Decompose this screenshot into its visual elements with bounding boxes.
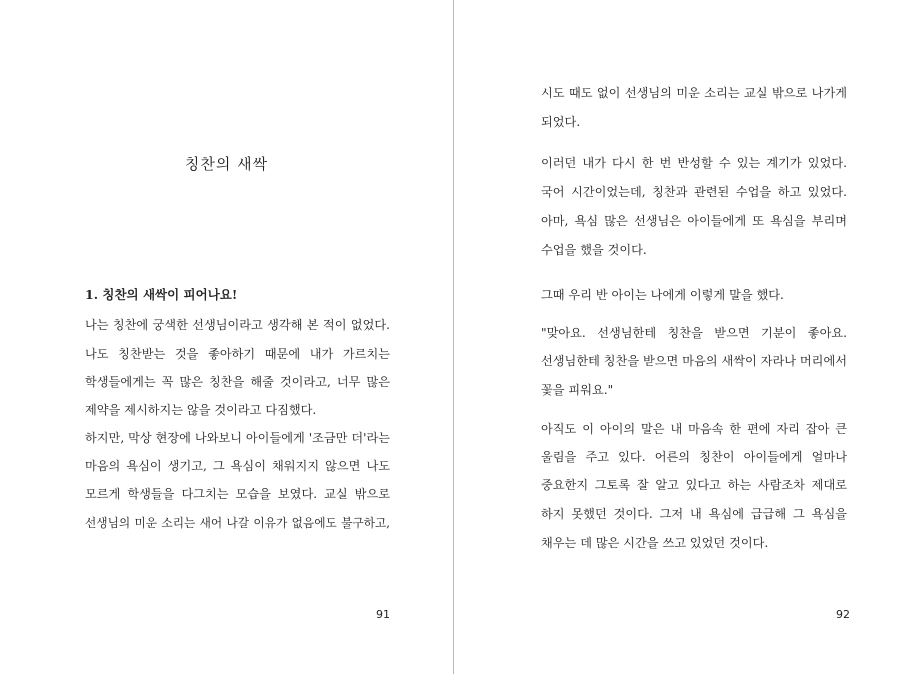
body-line: 하지 못했던 것이다. 그저 내 욕심에 급급해 그 욕심을 [541,507,847,521]
page-number: 91 [376,608,390,621]
body-line: 그때 우리 반 아이는 나에게 이렇게 말을 했다. [541,288,784,302]
quote-line: 선생님한테 칭찬을 받으면 마음의 새싹이 자라나 머리에서 [541,354,847,368]
body-line: 국어 시간이었는데, 칭찬과 관련된 수업을 하고 있었다. [541,185,847,199]
body-line: 마음의 욕심이 생기고, 그 욕심이 채워지지 않으면 나도 [85,459,390,473]
body-line: 울림을 주고 있다. 어른의 칭찬이 아이들에게 얼마나 [541,450,847,464]
body-line: 제약을 제시하지는 않을 것이라고 다짐했다. [85,403,317,417]
body-line: 되었다. [541,115,581,129]
body-line: 아직도 이 아이의 말은 내 마음속 한 편에 자리 잡아 큰 [541,422,847,436]
body-line: 학생들에게는 꼭 많은 칭찬을 해줄 것이라고, 너무 많은 [85,375,390,389]
right-page [454,0,906,674]
body-line: 시도 때도 없이 선생님의 미운 소리는 교실 밖으로 나가게 [541,86,847,100]
quote-line: 꽃을 피워요." [541,383,614,397]
body-line: 하지만, 막상 현장에 나와보니 아이들에게 '조금만 더'라는 [85,431,390,445]
body-line: 나는 칭찬에 궁색한 선생님이라고 생각해 본 적이 없었다. [85,318,390,332]
body-line: 이러던 내가 다시 한 번 반성할 수 있는 계기가 있었다. [541,156,847,170]
body-line: 나도 칭찬받는 것을 좋아하기 때문에 내가 가르치는 [85,347,390,361]
body-line: 중요한지 그토록 잘 알고 있다고 하는 사람조차 제대로 [541,478,847,492]
section-heading: 1. 칭찬의 새싹이 피어나요! [85,287,238,302]
quote-line: "맞아요. 선생님한테 칭찬을 받으면 기분이 좋아요. [541,326,847,340]
page-number: 92 [836,608,850,621]
body-line: 모르게 학생들을 다그치는 모습을 보였다. 교실 밖으로 [85,487,390,501]
body-line: 선생님의 미운 소리는 새어 나갈 이유가 없음에도 불구하고, [85,516,390,530]
body-line: 채우는 데 많은 시간을 쓰고 있었던 것이다. [541,536,769,550]
chapter-title: 칭찬의 새싹 [184,155,269,173]
body-line: 아마, 욕심 많은 선생님은 아이들에게 또 욕심을 부리며 [541,214,847,228]
body-line: 수업을 했을 것이다. [541,243,647,257]
